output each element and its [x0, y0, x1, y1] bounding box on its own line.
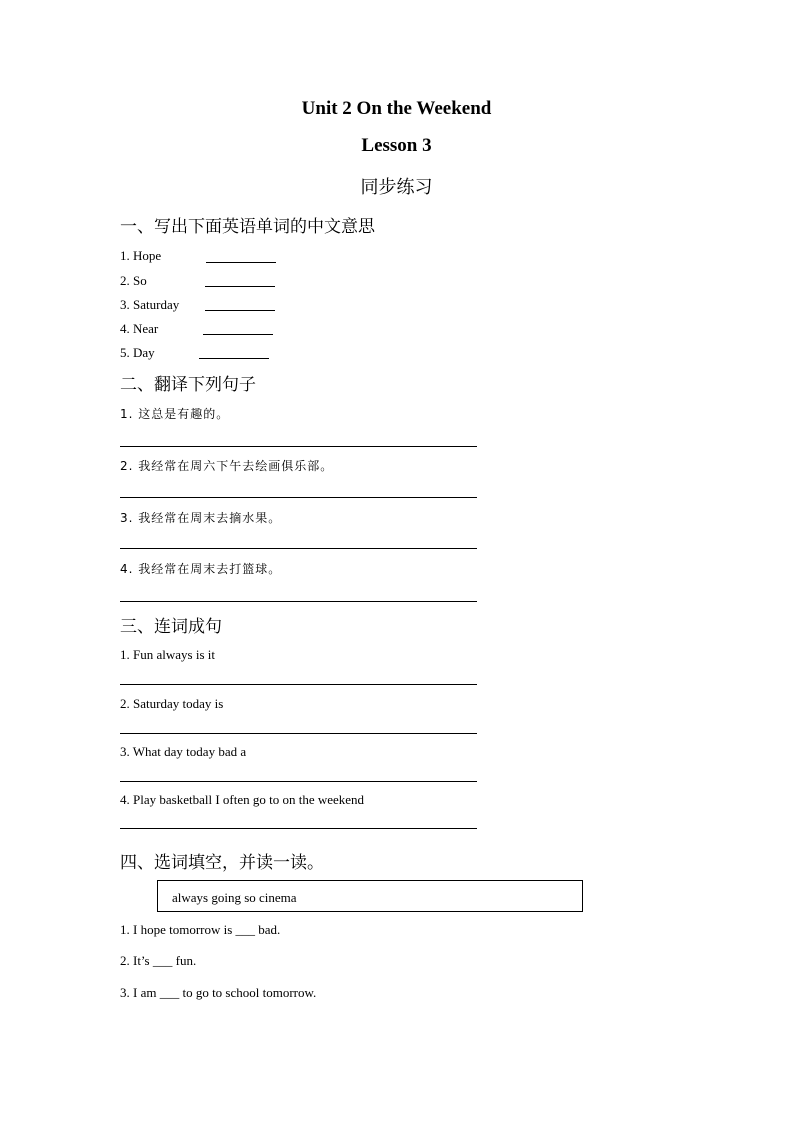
word-bank-box [157, 880, 583, 912]
answer-line[interactable] [120, 497, 477, 498]
vocab-item: 5. Day [120, 345, 155, 360]
answer-line[interactable] [120, 684, 477, 685]
answer-blank[interactable] [205, 286, 275, 287]
sentence-item: 2. Saturday today is [120, 696, 224, 711]
answer-line[interactable] [120, 828, 477, 829]
answer-line[interactable] [120, 446, 477, 447]
document-title: Unit 2 On the Weekend [301, 98, 492, 119]
sentence-item: 1. Fun always is it [120, 647, 215, 662]
translation-item: 3. 我经常在周末去摘水果。 [120, 511, 282, 525]
answer-line[interactable] [120, 733, 477, 734]
document-subtitle: 同步练习 [360, 177, 433, 198]
sentence-item: 3. What day today bad a [120, 744, 247, 759]
answer-blank[interactable] [206, 262, 276, 263]
lesson-title: Lesson 3 [361, 135, 432, 156]
answer-blank[interactable] [199, 358, 269, 359]
answer-line[interactable] [120, 601, 477, 602]
answer-blank[interactable] [205, 310, 275, 311]
fill-blank-item: 2. It’s ___ fun. [120, 953, 197, 968]
answer-line[interactable] [120, 781, 477, 782]
section-1-heading: 一、写出下面英语单词的中文意思 [120, 217, 375, 237]
translation-item: 2. 我经常在周六下午去绘画俱乐部。 [120, 459, 334, 473]
section-2-heading: 二、翻译下列句子 [120, 375, 256, 395]
sentence-item: 4. Play basketball I often go to on the weekend [120, 792, 365, 807]
vocab-item: 4. Near [120, 321, 159, 336]
fill-blank-item: 1. I hope tomorrow is ___ bad. [120, 922, 281, 937]
vocab-item: 2. So [120, 273, 147, 288]
translation-item: 1. 这总是有趣的。 [120, 407, 230, 421]
vocab-item: 3. Saturday [120, 297, 180, 312]
word-bank-text: always going so cinema [172, 890, 297, 905]
fill-blank-item: 3. I am ___ to go to school tomorrow. [120, 985, 317, 1000]
section-3-heading: 三、连词成句 [120, 617, 222, 637]
section-4-heading: 四、选词填空，并读一读。 [120, 853, 324, 873]
answer-line[interactable] [120, 548, 477, 549]
answer-blank[interactable] [203, 334, 273, 335]
vocab-item: 1. Hope [120, 248, 162, 263]
translation-item: 4. 我经常在周末去打篮球。 [120, 562, 282, 576]
